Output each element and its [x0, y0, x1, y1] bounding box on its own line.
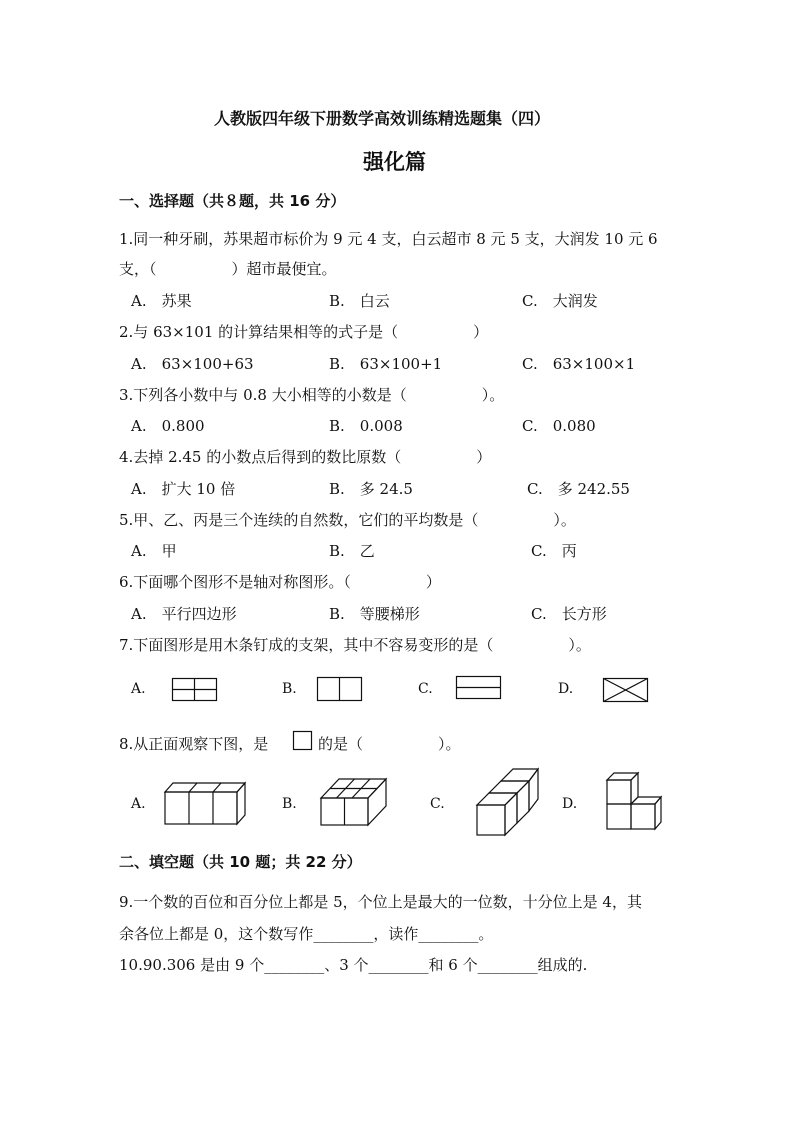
question-6-text: 6.下面哪个图形不是轴对称图形。（ ）	[119, 573, 441, 591]
question-5-option-a: A. 甲	[131, 542, 177, 560]
question-8-text-before: 8.从正面观察下图，是	[119, 735, 269, 753]
question-1-line1: 1.同一种牙刷，苏果超市标价为 9 元 4 支，白云超市 8 元 5 支，大润发 10 元 6	[119, 230, 658, 248]
front-view-square-icon	[293, 731, 313, 751]
frame-d-figure	[603, 678, 649, 703]
question-5-text: 5.甲、乙、丙是三个连续的自然数，它们的平均数是（ ）。	[119, 511, 576, 529]
question-5-option-c: C. 丙	[531, 542, 577, 560]
question-4-text: 4.去掉 2.45 的小数点后得到的数比原数（ ）	[119, 448, 492, 466]
question-2-text: 2.与 63×101 的计算结果相等的式子是（ ）	[119, 323, 489, 341]
document-subtitle: 强化篇	[363, 150, 426, 174]
question-8-text-after: 的是（ ）。	[318, 735, 461, 753]
question-6-option-c: C. 长方形	[531, 605, 607, 623]
question-7-label-b: B.	[282, 681, 297, 697]
question-1-option-b: B. 白云	[329, 292, 390, 310]
question-1-option-c: C. 大润发	[522, 292, 598, 310]
question-1-option-a: A. 苏果	[131, 292, 192, 310]
question-2-option-a: A. 63×100+63	[131, 355, 254, 373]
section-heading-choice: 一、选择题（共８题，共 16 分）	[119, 192, 346, 210]
cube-figure-a	[164, 782, 248, 826]
frame-b-figure	[317, 677, 363, 702]
question-8-label-b: B.	[282, 796, 297, 812]
question-8-label-c: C.	[430, 796, 445, 812]
question-2-option-c: C. 63×100×1	[522, 355, 636, 373]
question-4-option-a: A. 扩大 10 倍	[131, 480, 236, 498]
question-2-option-b: B. 63×100+1	[329, 355, 443, 373]
question-10-text: 10.90.306 是由 9 个________、3 个________和 6 个________组成的.	[119, 956, 588, 974]
question-3-option-c: C. 0.080	[522, 417, 596, 435]
cube-figure-d	[606, 772, 662, 832]
question-6-option-b: B. 等腰梯形	[329, 605, 420, 623]
question-8-label-d: D.	[562, 796, 578, 812]
question-6-option-a: A. 平行四边形	[131, 605, 237, 623]
cube-figure-b	[320, 778, 388, 828]
question-4-option-b: B. 多 24.5	[329, 480, 413, 498]
question-5-option-b: B. 乙	[329, 542, 375, 560]
question-3-text: 3.下列各小数中与 0.8 大小相等的小数是（ ）。	[119, 386, 505, 404]
question-9-line1: 9.一个数的百位和百分位上都是 5，个位上是最大的一位数，十分位上是 4，其	[119, 893, 642, 911]
document-title: 人教版四年级下册数学高效训练精选题集（四）	[214, 109, 551, 128]
frame-a-figure	[172, 678, 218, 702]
question-4-option-c: C. 多 242.55	[527, 480, 630, 498]
question-3-option-a: A. 0.800	[131, 417, 205, 435]
section-heading-fill: 二、填空题（共 10 题；共 22 分）	[119, 853, 362, 871]
question-7-label-d: D.	[558, 681, 574, 697]
question-1-line2: 支，（ ）超市最便宜。	[119, 260, 337, 278]
question-9-line2: 余各位上都是 0，这个数写作________，读作________。	[119, 925, 494, 943]
question-3-option-b: B. 0.008	[329, 417, 403, 435]
question-8-label-a: A.	[131, 796, 146, 812]
question-7-label-c: C.	[418, 681, 433, 697]
cube-figure-c	[476, 767, 540, 837]
question-7-label-a: A.	[131, 681, 146, 697]
frame-c-figure	[456, 676, 502, 700]
question-7-text: 7.下面图形是用木条钉成的支架，其中不容易变形的是（ ）。	[119, 636, 591, 654]
